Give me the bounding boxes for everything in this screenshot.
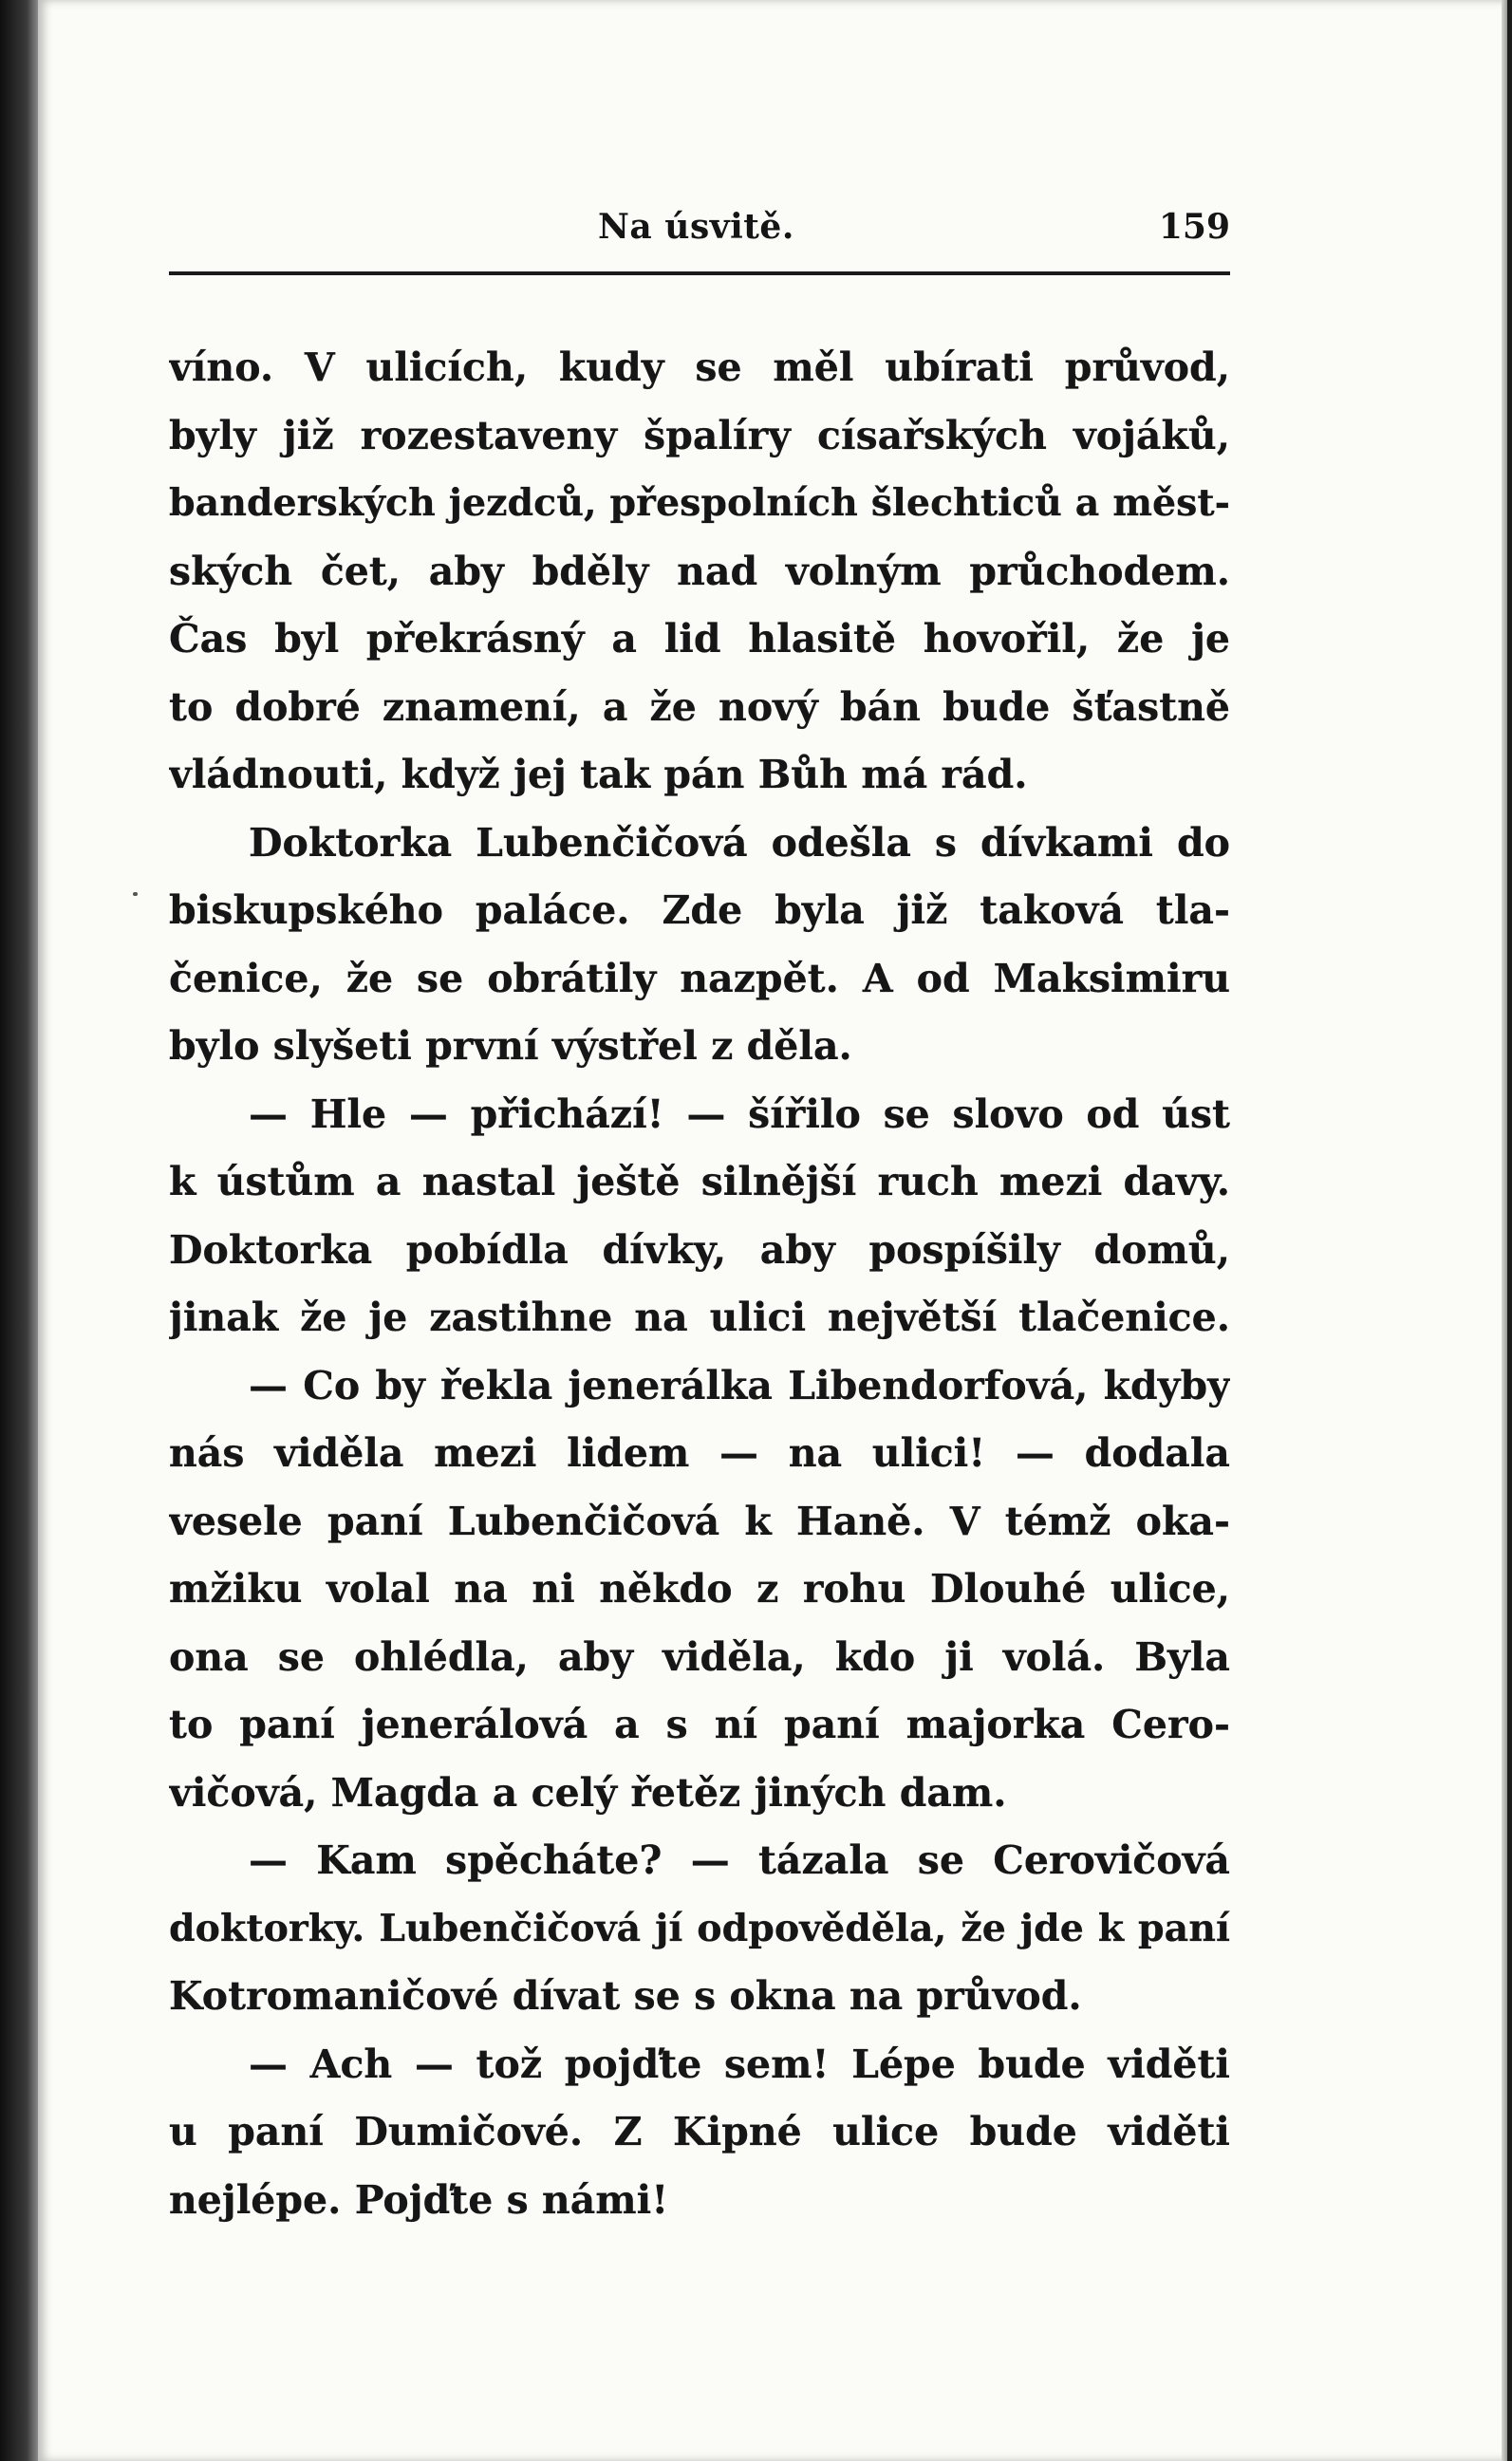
book-spine-shadow bbox=[0, 0, 38, 2461]
text-line: nás viděla mezi lidem — na ulici! — dodala bbox=[169, 1430, 1230, 1476]
text-line: to paní jenerálová a s ní paní majorka Cero- bbox=[169, 1702, 1230, 1747]
text-line: mžiku volal na ni někdo z rohu Dlouhé ulice, bbox=[169, 1566, 1230, 1612]
header-rule bbox=[169, 271, 1230, 275]
page-edge bbox=[1502, 0, 1507, 2461]
text-line: k ústům a nastal ještě silnější ruch mezi davy. bbox=[169, 1159, 1230, 1204]
text-line: — Co by řekla jenerálka Libendorfová, kdyby bbox=[249, 1362, 1230, 1408]
text-line: — Kam spěcháte? — tázala se Cerovičová bbox=[249, 1837, 1230, 1883]
text-line: Čas byl překrásný a lid hlasitě hovořil, že je bbox=[169, 616, 1230, 662]
text-line: Doktorka Lubenčičová odešla s dívkami do bbox=[249, 819, 1230, 866]
text-line: ona se ohlédla, aby viděla, kdo ji volá. Byla bbox=[169, 1633, 1230, 1680]
text-line: víno. V ulicích, kudy se měl ubírati průvod, bbox=[169, 345, 1230, 390]
text-line: Doktorka pobídla dívky, aby pospíšily domů, bbox=[169, 1226, 1230, 1273]
text-line: vičová, Magda a celý řetěz jiných dam. bbox=[169, 1769, 1007, 1816]
body-text bbox=[169, 334, 1230, 2234]
text-line: byly již rozestaveny špalíry císařských vojáků, bbox=[169, 412, 1230, 458]
running-header bbox=[169, 190, 1230, 266]
text-line: nejlépe. Pojďte s námi! bbox=[169, 2176, 669, 2223]
text-line: čenice, že se obrátily nazpět. A od Maksimiru bbox=[169, 955, 1230, 1001]
page-number: 159 bbox=[1158, 207, 1230, 247]
text-line: to dobré znamení, a že nový bán bude šťastně bbox=[169, 683, 1230, 730]
print-speck bbox=[133, 892, 138, 896]
text-line: doktorky. Lubenčičová jí odpověděla, že jde k paní bbox=[169, 1906, 1230, 1950]
text-line: — Ach — tož pojďte sem! Lépe bude viděti bbox=[249, 2041, 1230, 2087]
text-line: banderských jezdců, přespolních šlechticů a měst- bbox=[169, 481, 1230, 525]
text-line: — Hle — přichází! — šířilo se slovo od úst bbox=[249, 1091, 1230, 1137]
text-line: biskupského paláce. Zde byla již taková tla- bbox=[169, 887, 1230, 933]
text-line: jinak že je zastihne na ulici největší tlačenice. bbox=[169, 1295, 1230, 1340]
text-line: vesele paní Lubenčičová k Haně. V témž oka- bbox=[169, 1498, 1230, 1544]
text-line: Kotromaničové dívat se s okna na průvod. bbox=[169, 1973, 1082, 2019]
text-line: u paní Dumičové. Z Kipné ulice bude viděti bbox=[169, 2109, 1230, 2154]
text-line: ských čet, aby bděly nad volným průchodem. bbox=[169, 548, 1230, 594]
text-line: bylo slyšeti první výstřel z děla. bbox=[169, 1023, 852, 1069]
running-title: Na úsvitě. bbox=[598, 207, 794, 247]
text-line: vládnouti, když jej tak pán Bůh má rád. bbox=[169, 752, 1028, 797]
